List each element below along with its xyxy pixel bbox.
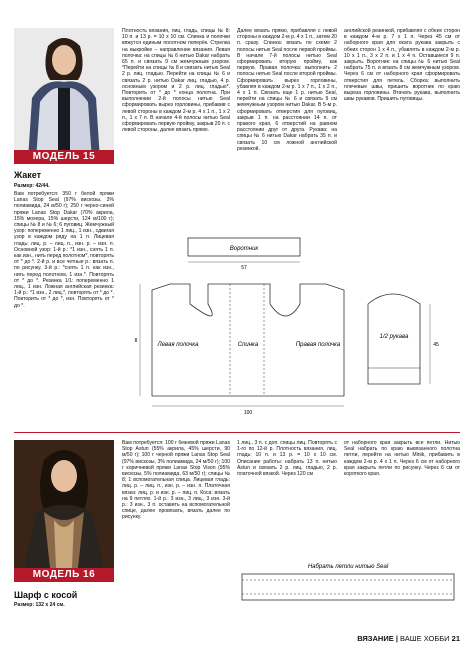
model16-text-col1: Вам потребуется: 100 г бежевой пряжи Lanas Stop Astun (55% акрила, 45% шерсти, 90 м/50 г); 100 г черной пряжи Lanas Stop Seal (97% вискозы, 3% полиамида, 24 м/50 г); 100 г коричневой пряжи Lanas Stop Vison (95% вискозы, 5% полиамида, 63 м/50 г); спицы № 8; 1 вспомогательная спица. Лицевая гладь: лиц. р. – лиц. п., изн. р. – изн. п. Платочная вязка: лиц. р. и изн. р. – лиц. п. Коса: вязать на 9 петлях. 1-й р.: 3 изн., 3 лиц., 3 изн. 3-й р.: 3 изн., 3 п. оставить на вспомогательной спице, далее провязать, вязать далее по рисунку. xyxy=(122,440,230,521)
model16-size: Размер: 132 х 24 см. xyxy=(14,602,65,608)
collar-label: Воротник xyxy=(229,246,259,252)
model15-size: Размер: 42/44. xyxy=(14,183,50,189)
model16-badge: МОДЕЛЬ 16 xyxy=(14,568,114,582)
model16-text-col2: 1 лиц., 3 п. с доп. спицы лиц. Повторять с 1-го по 12-й р. Плотность вязания, лиц. гладь: 10 п. и 13 р. = 10 х 10 см. Описание работы: набрать 13 п. нитью Astun и связать 2 р. лиц. гладью, 2 р. платочной вязкой. Через 120 см xyxy=(237,440,337,478)
model15-pattern-diagram xyxy=(130,228,450,428)
model16-photo xyxy=(14,440,114,568)
dim-45: 45 xyxy=(433,342,439,348)
dim-100: 100 xyxy=(243,410,253,416)
footer-section: ВЯЗАНИЕ xyxy=(357,634,394,643)
back-label: Спинка xyxy=(237,342,259,348)
dim-8: 8 xyxy=(134,338,138,344)
model16-text-col3: от наборного края закрыть все петли. Нитью Seal набрать по краю вывязанного полотна петли, перейти на нитью Minik, прибавить в каждом 2-м р. 4 х 1 п. Через 6 см от наборного края закрыть петли по рисунку. Через 6 см от короткого края. xyxy=(344,440,460,478)
body-piece xyxy=(152,284,344,396)
scarf-diagram-label: Набрать петли нитью Seal xyxy=(307,564,389,570)
model15-photo xyxy=(14,28,114,160)
model15-badge: МОДЕЛЬ 15 xyxy=(14,150,114,164)
scarf-piece xyxy=(242,574,454,600)
model16-scarf-diagram xyxy=(236,560,460,620)
page-footer: ВЯЗАНИЕ | ВАШЕ ХОББИ 21 xyxy=(357,634,460,643)
section-divider xyxy=(14,432,460,433)
model15-text-col3: Далее вязать прямо, прибавляя с левой стороны в каждом 2-м р. 4 х 1 п., затем 20 п. сразу. Спинка: вязать по схеме 2 полосы нитью Seal после первой проймы. В начале 7-й полосы нитью Seal сформировать вторую пройму, как первую. Правая полочка: выполнить 2 полосы нитью Seal после второй проймы. Сформировать вырез горловины, убавляя в каждом 2-м р. 1 х 7 п., 1 х 2 п., 4 х 1 п. Связать еще 1 р. нитью Seal, перейти на спицы № 6 и связать 9 см жемчужным узором нитью Dakar. В 5-м р. сформировать отверстия для пуговиц, закрыв 1 п. на расстоянии 14 п. от правого края, 6 отверстий на равном расстоянии друг от друга. Рукава: на спицы № 6 нитью Dakar набрать 35 п. и связать 10 см ложной английской резинкой. xyxy=(237,28,337,152)
page-number: 21 xyxy=(451,634,460,643)
model15-text-col2: Плотность вязания, лиц. гладь, спицы № 8: 10 п. и 13 р. = 10 х 10 см. Спинка и полочки вяжутся единым полотном поперёк. Стрелка на выкройке – направление вязания. Левая полочка: на спицы № 6 нитью Dakar набрать 65 п. и связать 9 см жемчужным узором. *Перейти на спицы № 8 и связать нитью Seal 2 р. лиц. гладью. Перейти на спицы № 6 и связать 2 р. нитью Dakar лиц. гладью, 4 р. основным узором и 2 р. лиц. гладью*. Повторить от * до * конца полотна. При выполнении 2-й полосы нитью Seal сформировать вырез горловины, прибавив с левой стороны в каждом 2-м р. 4 х 1 п., 1 х 2 п., 1 х 7 п. В начале 4-й полосы нитью Seal сформировать первую пройму, закрыв 20 п. с левой стороны, далее вязать прямо. xyxy=(122,28,230,134)
sleeve-label: 1/2 рукава xyxy=(379,334,409,340)
model15-text-col1: Вам потребуется: 350 г белой пряжи Lanas Stop Seal (97% вискозы, 3% полиамида, 24 м/50 г); 250 г черно-синей пряжи Lanas Stop Dakar (70% акрила, 15% мохера, 15% шерсти, 124 м/100 г); спицы № 8 и № 6; 6 пуговиц. Жемчужный узор: попеременно 1 лиц., 1 изн., сдвигая узор в каждом ряду на 1 п. Лицевая гладь: лиц. р. – лиц. п., изн. р. – изн. п. Основной узор: 1-й р.: *1 изн., снять 1 п. как изн., нить перед полотном*, повторять от * до *. 2-й р. и все четные р.: вязать п. по рисунку. 3-й р.: *снять 1 п. как изн., нить перед полотном, 1 изн.*. Повторять от * до *. Резинка 1/1: попеременно 1 лиц., 1 изн. Ложная английская резинка: 1-й р.: *1 изн., 2 лиц.*, повторять от * до *. Повторить от * до *, изн. Повторять от * до *. xyxy=(14,191,114,309)
model15-text-col4: английской резинкой, прибавляя с обеих сторон в каждом 4-м р. 7 х 1 п. Через 45 см от наборного края для оката рукава закрыть с обеих сторон 1 х 4 п., убавлять в каждом 2-м р. 10 х 1 п., 3 х 2 п. и 1 х 4 п. Оставшиеся 9 п. закрыть. Воротник: на спицы № 6 нитью Seal набрать 75 п. и вязать 8 см жемчужным узором. Через 6 см от наборного края сформировать отверстия для петель. Сборка: выполнить плечевые швы, пришить воротник по краю выреза горловины. Втачать рукава, выполнить швы рукавов. Пришить пуговицы. xyxy=(344,28,460,103)
footer-magazine: ВАШЕ ХОББИ xyxy=(400,634,450,643)
dim-57: 57 xyxy=(241,265,247,271)
left-front-label: Левая полочка xyxy=(157,342,199,348)
right-front-label: Правая полочка xyxy=(295,342,341,348)
model15-title: Жакет xyxy=(14,170,42,180)
model16-title: Шарф с косой xyxy=(14,590,78,600)
